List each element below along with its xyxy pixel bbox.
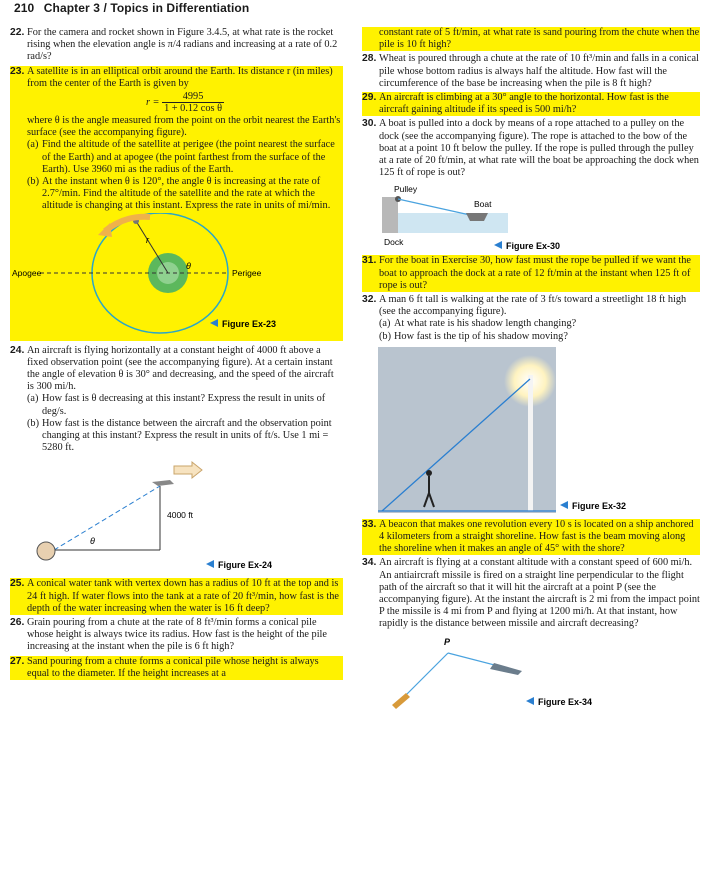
- missile-path-line: [402, 653, 448, 699]
- problem-27: [10, 656, 343, 680]
- formula-fraction: [162, 91, 224, 114]
- label-pulley: Pulley: [394, 184, 418, 195]
- formula-denominator: 1 + 0.12 cos θ: [164, 103, 223, 115]
- problem-text: For the camera and rocket shown in Figure 3.4.5, at what rate is the rocket rising when the elevation angle is π/4 radians and increasing at a rate of 0.2 rad/s?: [27, 27, 338, 63]
- page-header: [14, 1, 249, 15]
- problem-number: 27.: [10, 655, 25, 667]
- label-dock: Dock: [384, 237, 404, 248]
- problem-intro: A satellite is in an elliptical orbit around the Earth. Its distance r (in miles) from the center of the Earth is given by: [27, 65, 333, 89]
- orbit-formula: [27, 91, 343, 114]
- formula-lhs: r =: [145, 96, 160, 108]
- figure-ex-34: [362, 635, 700, 709]
- figure-ex-30: [362, 183, 700, 251]
- part-b: [379, 331, 700, 343]
- motion-arrow-icon: [174, 462, 202, 478]
- part-label: (b): [27, 417, 40, 429]
- caption-arrow-icon: [560, 501, 568, 509]
- problem-33: [362, 519, 700, 556]
- problem-number: 33.: [362, 518, 377, 530]
- streetlight-pole-icon: [528, 375, 533, 511]
- problem-number: 28.: [362, 53, 377, 65]
- problem-27-continued: [362, 27, 700, 51]
- problem-number: 25.: [10, 578, 25, 590]
- missile-icon: [392, 693, 410, 709]
- problem-22: [10, 27, 343, 64]
- problem-text: A beacon that makes one revolution every 10 s is located on a ship anchored 4 kilometers from a straight shoreline. How fast is the beam moving along the shoreline when it makes an angle of 45° with the shore?: [379, 518, 694, 555]
- problem-after: where θ is the angle measured from the point on the orbit nearest the Earth's surface (see the accompanying figure).: [27, 115, 341, 139]
- missile-diagram: [362, 635, 700, 709]
- problem-number: 30.: [362, 118, 377, 130]
- problem-text: Grain pouring from a chute at the rate of 8 ft³/min forms a conical pile whose height is always twice its radius. How fast is the height of the pile increasing at the instant when the pile is 6 ft high?: [27, 617, 327, 653]
- figure-ex-32: [362, 347, 700, 515]
- label-p: P: [444, 636, 451, 647]
- part-text: At the instant when θ is 120°, the angle θ is increasing at the rate of 2.7°/min. Find the altitude of the satellite and the rate at which the altitude is changing at this instant. Express the rate in units of mi/min.: [42, 176, 331, 212]
- part-text: Find the altitude of the satellite at perigee (the point nearest the surface of the Earth) and at apogee (the point farthest from the surface of the Earth). Use 3960 mi as the radius of the Earth.: [42, 139, 335, 175]
- problem-24: [10, 345, 343, 455]
- observer-icon: [37, 542, 55, 560]
- caption-arrow-icon: [210, 319, 218, 327]
- part-a: [27, 139, 343, 176]
- figure-caption: Figure Ex-30: [506, 241, 561, 252]
- problem-23: [10, 66, 343, 213]
- part-text: How fast is the tip of his shadow moving?: [394, 330, 568, 342]
- part-b: [27, 418, 343, 455]
- rope-line: [398, 199, 470, 215]
- aircraft-icon: [152, 480, 174, 486]
- problem-34: [362, 557, 700, 630]
- part-label: (b): [27, 176, 40, 188]
- problem-25: [10, 578, 343, 615]
- streetlight-diagram: [362, 347, 700, 515]
- problem-number: 31.: [362, 255, 377, 267]
- left-column: [10, 27, 343, 680]
- boat-dock-diagram: [362, 183, 700, 251]
- part-a: [27, 393, 343, 417]
- figure-ex-23: [10, 213, 343, 341]
- part-label: (a): [27, 393, 39, 405]
- problem-text: Wheat is poured through a chute at the rate of 10 ft³/min and falls in a conical pile whose bottom radius is always half the altitude. How fast will the circumference of the base be increasing when the pile is 8 ft high?: [379, 53, 699, 89]
- caption-arrow-icon: [494, 241, 502, 249]
- figure-caption: Figure Ex-24: [218, 560, 273, 571]
- figure-caption: Figure Ex-34: [538, 696, 593, 707]
- arrow-head-icon: [98, 223, 112, 237]
- problem-text-end: constant rate of 5 ft/min, at what rate is sand pouring from the chute when the pile is 10 ft high?: [379, 27, 700, 51]
- problem-text: An aircraft is flying at a constant altitude with a constant speed of 600 mi/h. An antiaircraft missile is fired on a straight line perpendicular to the flight path of the aircraft so that it will hit the aircraft at a point P (see the accompanying figure). At the instant the aircraft is 2 mi from the impact point P the missile is 4 mi from P and flying at 1200 mi/h. At that instant, how rapidly is the distance between missile and aircraft decreasing?: [379, 557, 700, 630]
- problem-number: 34.: [362, 557, 377, 569]
- figure-caption: Figure Ex-32: [572, 500, 627, 511]
- problem-30: [362, 118, 700, 179]
- sight-line: [54, 486, 160, 550]
- aircraft-diagram: [10, 458, 343, 576]
- caption-arrow-icon: [206, 560, 214, 568]
- right-column: [362, 27, 700, 711]
- part-text: How fast is the distance between the aircraft and the observation point changing at this instant? Express the result in units of ft/s. Use 1 mi = 5280 ft.: [42, 417, 332, 454]
- problem-number: 23.: [10, 65, 25, 77]
- problem-text: A man 6 ft tall is walking at the rate of 3 ft/s toward a streetlight 18 ft high (see the accompanying figure).: [379, 294, 687, 318]
- problem-number: 26.: [10, 617, 25, 629]
- figure-caption: Figure Ex-23: [222, 318, 277, 329]
- part-label: (a): [379, 318, 391, 330]
- direction-arrow-icon: [105, 216, 150, 230]
- problem-32: [362, 294, 700, 343]
- page-number: 210: [14, 1, 35, 15]
- figure-ex-24: [10, 458, 343, 576]
- problem-29: [362, 92, 700, 116]
- label-apogee: Apogee: [12, 267, 42, 278]
- label-perigee: Perigee: [232, 267, 262, 278]
- problem-26: [10, 617, 343, 654]
- label-height: 4000 ft: [167, 510, 193, 521]
- label-boat: Boat: [474, 199, 492, 210]
- water-area: [398, 213, 508, 233]
- label-theta: θ: [90, 536, 95, 547]
- problem-text: For the boat in Exercise 30, how fast must the rope be pulled if we want the boat to approach the dock at a rate of 12 ft/min at the instant when 125 ft of rope is out?: [379, 255, 691, 291]
- part-text: How fast is θ decreasing at this instant? Express the result in units of deg/s.: [42, 393, 326, 417]
- dock-icon: [382, 197, 398, 233]
- problem-text-start: Sand pouring from a chute forms a conical pile whose height is always equal to the diameter. If the height increases at a: [27, 655, 319, 679]
- problem-text: An aircraft is climbing at a 30° angle to the horizontal. How fast is the aircraft gaining altitude if its speed is 500 mi/h?: [379, 92, 669, 116]
- problem-31: [362, 255, 700, 292]
- part-label: (a): [27, 139, 39, 151]
- problem-number: 29.: [362, 92, 377, 104]
- problem-number: 32.: [362, 294, 377, 306]
- chapter-title: Chapter 3 / Topics in Differentiation: [43, 1, 250, 15]
- part-label: (b): [379, 330, 392, 342]
- orbit-diagram: [10, 213, 343, 341]
- part-b: [27, 176, 343, 213]
- part-text: At what rate is his shadow length changing?: [394, 318, 577, 330]
- formula-numerator: 4995: [162, 91, 224, 103]
- problem-text: An aircraft is flying horizontally at a constant height of 4000 ft above a fixed observation point (see the accompanying figure). At a certain instant the angle of elevation θ is 30° and decreasing, and the speed of the aircraft is 300 mi/h.: [27, 344, 334, 393]
- problem-text: A boat is pulled into a dock by means of a rope attached to a pulley on the dock (see the accompanying figure). The rope is attached to the bow of the boat at a point 10 ft below the pulley. If the rope is pulled through the pulley at a rate of 20 ft/min, at what rate will the boat be approaching the dock when 125 ft of rope is out?: [379, 118, 699, 179]
- label-theta: θ: [186, 260, 191, 271]
- problem-number: 24.: [10, 344, 25, 356]
- part-a: [379, 318, 700, 330]
- problem-text: A conical water tank with vertex down has a radius of 10 ft at the top and is 24 ft high. If water flows into the tank at a rate of 20 ft³/min, how fast is the depth of the water increasing when the water is 16 ft deep?: [27, 578, 339, 614]
- problem-number: 22.: [10, 27, 25, 38]
- problem-28: [362, 53, 700, 90]
- caption-arrow-icon: [526, 697, 534, 705]
- label-r: r: [146, 234, 149, 245]
- aircraft-icon: [490, 663, 522, 675]
